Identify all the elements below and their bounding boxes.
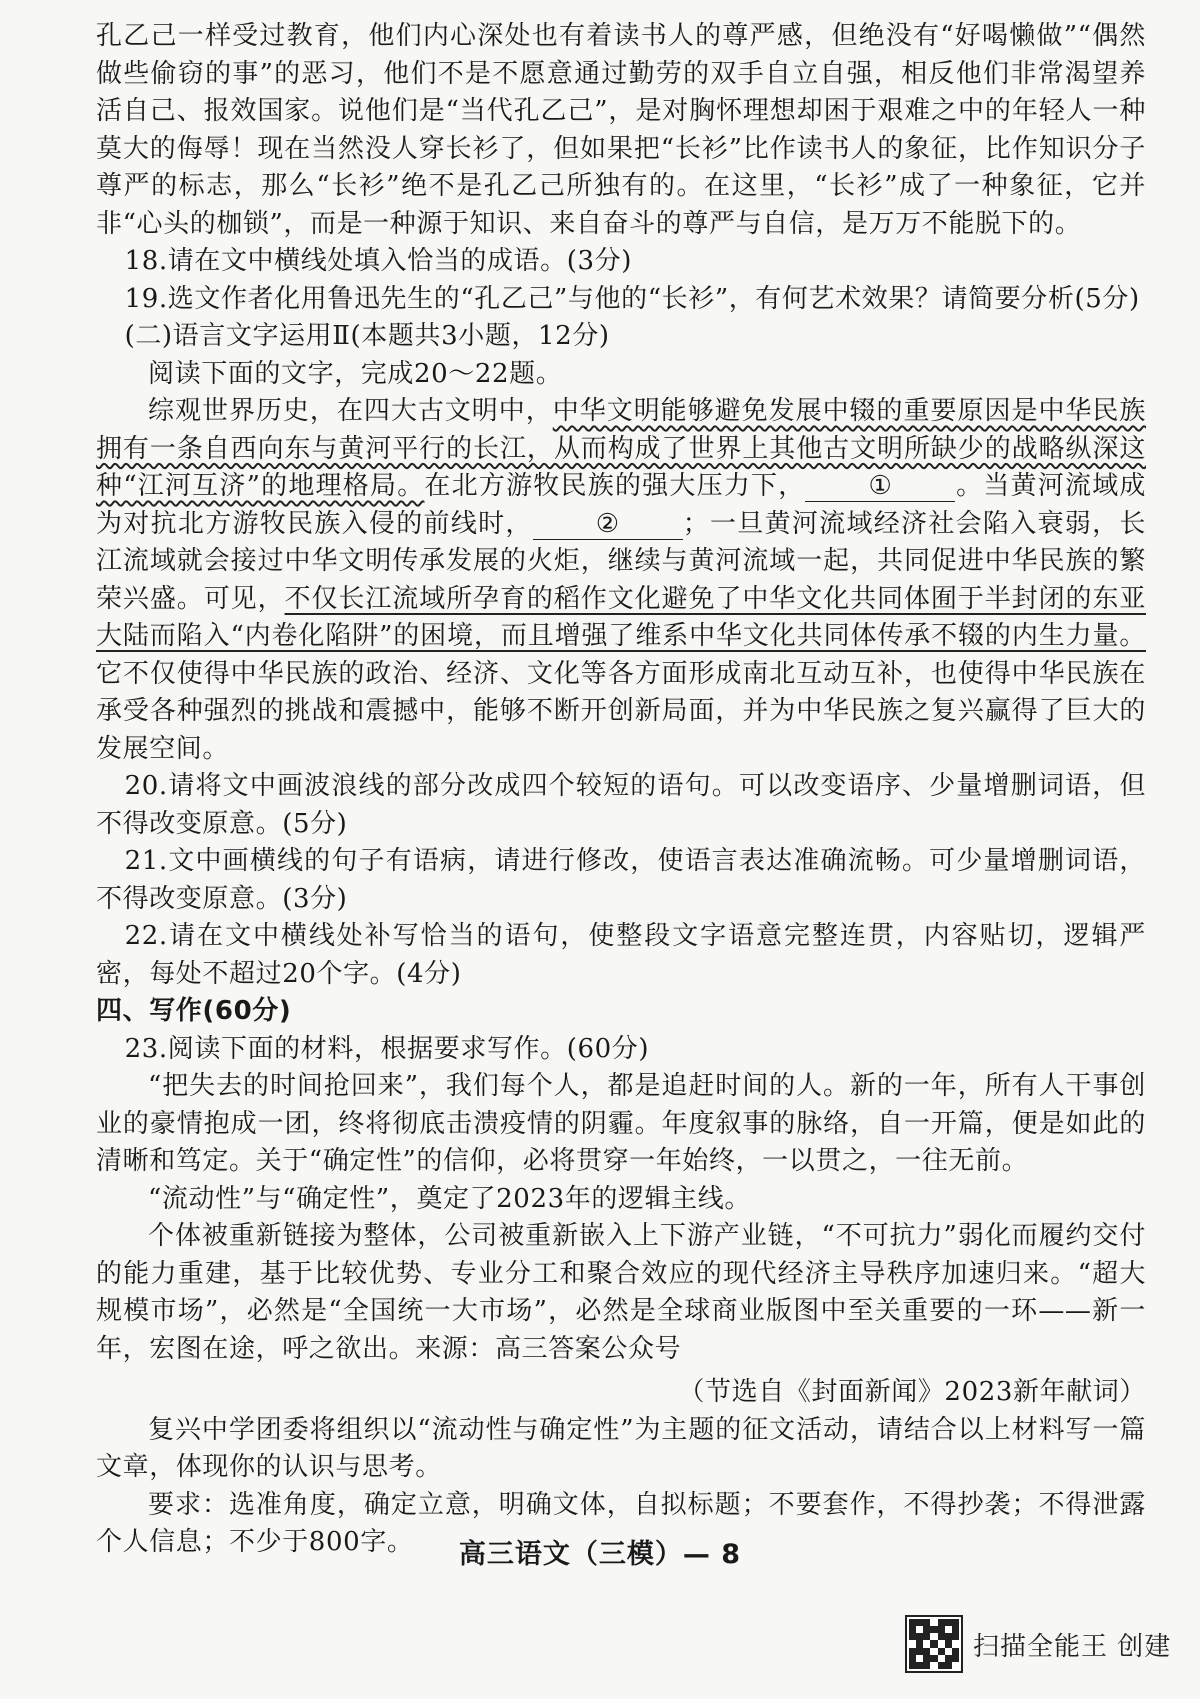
scanner-watermark (905, 1615, 1171, 1673)
paragraph-text-b: 在北方游牧民族的强大压力下， (424, 471, 806, 501)
paragraph-intro: 综观世界历史，在四大古文明中， (148, 396, 553, 426)
material-source: （节选自《封面新闻》2023新年献词） (678, 1377, 1146, 1407)
question-20: 20.请将文中画波浪线的部分改成四个较短的语句。可以改变语序、少量增删词语，但不得改变原意。(5分) (96, 771, 1146, 839)
writing-task: 复兴中学团委将组织以“流动性与确定性”为主题的征文活动，请结合以上材料写一篇文章，体现你的认识与思考。 (96, 1414, 1146, 1482)
question-23: 23.阅读下面的材料，根据要求写作。(60分) (124, 1033, 650, 1064)
material-paragraph-2: “流动性”与“确定性”，奠定了2023年的逻辑主线。 (148, 1183, 751, 1214)
paragraph-text-e: 它不仅使得中华民族的政治、经济、文化等各方面形成南北互动互补，也使得中华民族在承受各种强烈的挑战和震撼中，能够不断开创新局面，并为中华民族之复兴赢得了巨大的发展空间。 (96, 658, 1146, 764)
question-21: 21.文中画横线的句子有语病，请进行修改，使语言表达准确流畅。可少量增删词语，不得改变原意。(3分) (96, 846, 1146, 914)
fill-blank-2: ② (533, 509, 683, 540)
paragraph-text-d: ；一旦黄河流域经济社会陷入衰弱，长江流域就会接过中华文明传承发展的火炬，继续与黄河流域一起，共同促进中华民族的繁荣兴盛。可见， (96, 508, 1146, 614)
paragraph-text-c: 。当黄河流域成为对抗北方游牧民族入侵的前线时， (96, 471, 1147, 539)
section-2-title: (二)语言文字运用Ⅱ(本题共3小题，12分) (124, 321, 610, 351)
material-paragraph-3: 个体被重新链接为整体，公司被重新嵌入上下游产业链，“不可抗力”弱化而履约交付的能力重建，基于比较优势、专业分工和聚合效应的现代经济主导秩序加速归来。“超大规模市场”，必然是“全国统一大市场”，必然是全球商业版图中至关重要的一环——新一年，宏图在途，呼之欲出。来源：高三答案公众号 (96, 1221, 1146, 1364)
section-2-instruction: 阅读下面的文字，完成20～22题。 (148, 358, 563, 389)
question-18: 18.请在文中横线处填入恰当的成语。(3分) (124, 246, 632, 276)
material-paragraph-1: “把失去的时间抢回来”，我们每个人，都是追赶时间的人。新的一年，所有人干事创业的豪情抱成一团，终将彻底击溃疫情的阴霾。年度叙事的脉络，自一开篇，便是如此的清晰和笃定。关于“确定性”的信仰，必将贯穿一年始终，一以贯之，一往无前。 (96, 1071, 1146, 1176)
reading-paragraph (96, 393, 1146, 768)
fill-blank-1: ① (805, 471, 955, 502)
exam-page (96, 18, 1146, 1562)
qr-code-icon (905, 1615, 963, 1673)
writing-requirements: 要求：选准角度，确定立意，明确文体，自拟标题；不要套作，不得抄袭；不得泄露个人信息；不少于800字。 (96, 1489, 1146, 1557)
question-19: 19.选文作者化用鲁迅先生的“孔乙己”与他的“长衫”，有何艺术效果？请简要分析(5分) (124, 283, 1140, 314)
underlined-sentence: 不仅长江流域所孕育的稻作文化避免了中华文化共同体囿于半封闭的东亚大陆而陷入“内卷化陷阱”的困境，而且增强了维系中华文化共同体传承不辍的内生力量。 (96, 583, 1147, 651)
section-4-title: 四、写作(60分) (96, 996, 292, 1026)
page-footer: 高三语文（三模）— 8 (458, 1539, 742, 1570)
question-22: 22.请在文中横线处补写恰当的语句，使整段文字语意完整连贯，内容贴切，逻辑严密，每处不超过20个字。(4分) (96, 921, 1146, 989)
watermark-text: 扫描全能王 创建 (973, 1631, 1172, 1662)
wavy-underlined-sentence: 中华文明能够避免发展中辍的重要原因是中华民族拥有一条自西向东与黄河平行的长江，从而构成了世界上其他古文明所缺少的战略纵深这种“江河互济”的地理格局。 (96, 396, 1146, 501)
passage-ending: 孔乙己一样受过教育，他们内心深处也有着读书人的尊严感，但绝没有“好喝懒做”“偶然做些偷窃的事”的恶习，他们不是不愿意通过勤劳的双手自立自强，相反他们非常渴望养活自己、报效国家。说他们是“当代孔乙己”，是对胸怀理想却困于艰难之中的年轻人一种莫大的侮辱！现在当然没人穿长衫了，但如果把“长衫”比作读书人的象征，比作知识分子尊严的标志，那么“长衫”绝不是孔乙己所独有的。在这里，“长衫”成了一种象征，它并非“心头的枷锁”，而是一种源于知识、来自奋斗的尊严与自信，是万万不能脱下的。 (96, 21, 1146, 239)
